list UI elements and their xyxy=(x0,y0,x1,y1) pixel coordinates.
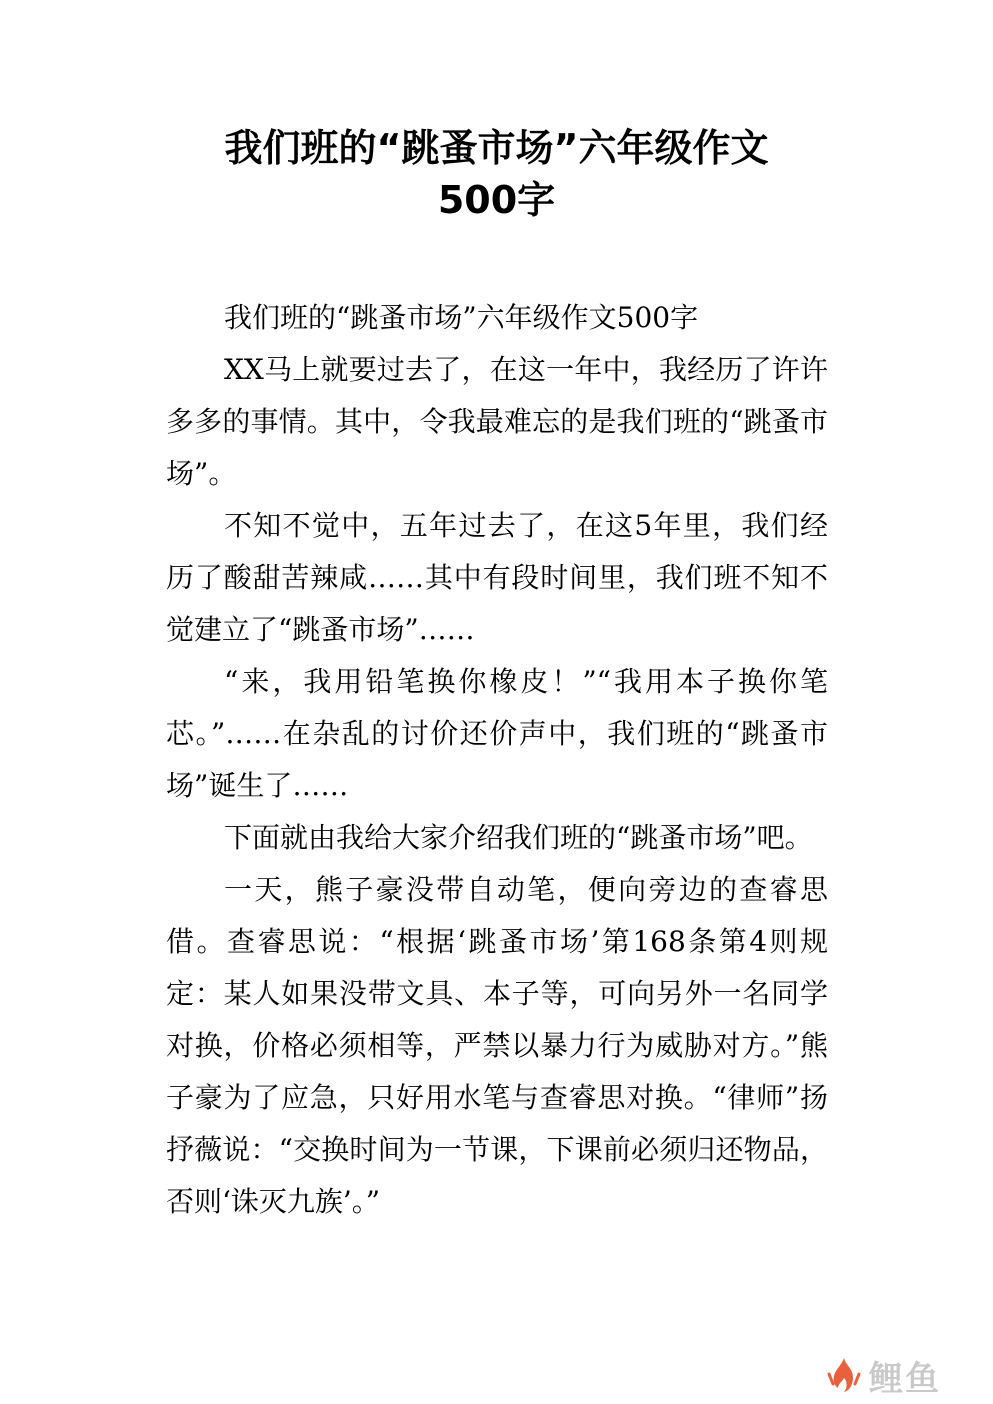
paragraph: 不知不觉中，五年过去了，在这5年里，我们经历了酸甜苦辣咸……其中有段时间里，我们班不知不觉建立了“跳蚤市场”…… xyxy=(166,509,828,646)
document-body xyxy=(166,292,828,1228)
watermark-text: 鲤鱼 xyxy=(869,1358,941,1399)
paragraph: 我们班的“跳蚤市场”六年级作文500字 xyxy=(224,301,699,334)
title-line-1: 我们班的“跳蚤市场”六年级作文 xyxy=(224,126,769,170)
watermark-logo xyxy=(823,1352,973,1398)
paragraph: 一天，熊子豪没带自动笔，便向旁边的查睿思借。查睿思说：“根据‘跳蚤市场’第168条第4则规定：某人如果没带文具、本子等，可向另外一名同学对换，价格必须相等，严禁以暴力行为威胁对方。”熊子豪为了应急，只好用水笔与查睿思对换。“律师”扬抒薇说：“交换时间为一节课，下课前必须归还物品，否则‘诛灭九族’。” xyxy=(166,873,828,1218)
paragraph: XX马上就要过去了，在这一年中，我经历了许许多多的事情。其中，令我最难忘的是我们班的“跳蚤市场”。 xyxy=(166,353,828,490)
fire-icon xyxy=(823,1354,865,1396)
title-line-2: 500字 xyxy=(437,178,556,222)
paragraph: “来，我用铅笔换你橡皮！”“我用本子换你笔芯。”……在杂乱的讨价还价声中，我们班的“跳蚤市场”诞生了…… xyxy=(166,665,828,802)
paragraph: 下面就由我给大家介绍我们班的“跳蚤市场”吧。 xyxy=(224,821,813,854)
document-title xyxy=(0,122,993,226)
